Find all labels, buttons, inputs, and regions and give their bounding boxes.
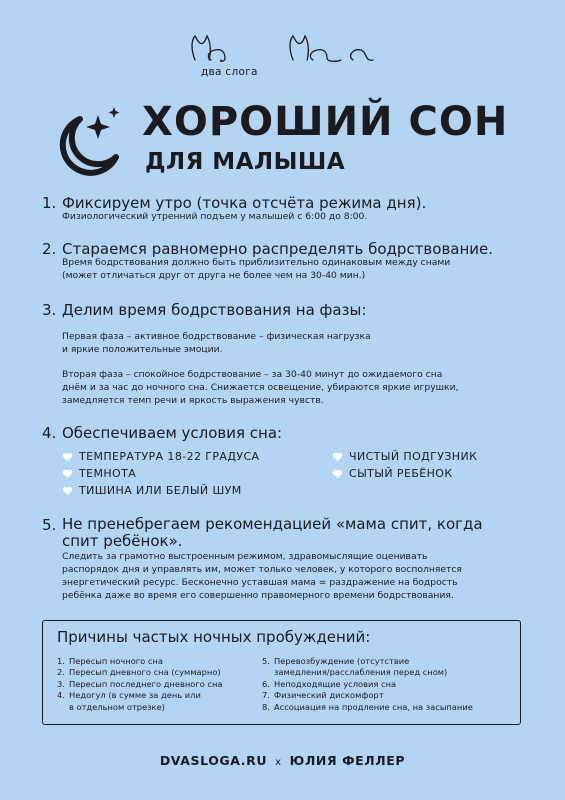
section-5-number: 5.	[42, 516, 57, 534]
box-list-left	[57, 656, 223, 713]
section-5-line: ребёнка даже во время его совершенно правомерного времени бодрствования.	[62, 590, 454, 601]
list-item: замедления/расслабления перед сном)	[274, 667, 448, 678]
heart-icon	[332, 469, 343, 479]
list-item: 6. Неподходящие условия сна	[262, 678, 397, 689]
list-item: 8. Ассоциация на продление сна, на засыпание	[262, 701, 473, 712]
footer-separator: x	[275, 757, 282, 768]
section-3-line: днём и за час до ночного сна. Снижается освещение, убираются яркие игрушки,	[62, 382, 459, 393]
heart-icon	[332, 452, 343, 462]
section-1-line: Физиологический утренний подъем у малышей с 6:00 до 8:00.	[62, 211, 368, 222]
logo-caption: два слога	[201, 66, 258, 78]
section-4-heading: Обеспечиваем условия сна:	[62, 424, 283, 442]
section-5-heading-line: спит ребёнок».	[62, 532, 183, 550]
section-5-line: распорядок дня и управлять им, может только человек, у которого восполняется	[62, 564, 462, 575]
section-2-body	[62, 256, 517, 282]
heart-icon	[62, 469, 73, 479]
condition-label: СЫТЫЙ РЕБЁНОК	[349, 467, 453, 480]
box-title: Причины частых ночных пробуждений:	[57, 628, 371, 646]
condition-item	[332, 467, 453, 480]
section-1-number: 1.	[42, 194, 57, 212]
section-2-heading: Стараемся равномерно распределять бодрствование.	[62, 240, 494, 258]
page-title: ХОРОШИЙ СОН	[142, 99, 509, 145]
condition-item	[332, 450, 477, 463]
page-subtitle: ДЛЯ МАЛЫША	[145, 149, 346, 175]
box-list-right	[262, 656, 473, 713]
section-2-number: 2.	[42, 240, 57, 258]
section-5-line: энергетический ресурс. Бесконечно уставшая мама = раздражение на бодрость	[62, 577, 458, 588]
condition-item	[62, 484, 242, 497]
section-3-line: Вторая фаза – спокойное бодрствование – за 30-40 минут до ожидаемого сна	[62, 369, 443, 380]
section-3-line: и яркие положительные эмоции.	[62, 344, 223, 355]
list-item: 1. Пересып ночного сна	[57, 656, 163, 666]
list-item: 5. Перевозбуждение (отсутствие	[262, 656, 410, 666]
condition-item	[62, 467, 136, 480]
heart-icon	[62, 452, 73, 462]
list-item: 3. Пересып последнего дневного сна	[57, 678, 223, 689]
section-5-heading-line: Не пренебрегаем рекомендацией «мама спит, когда	[62, 515, 483, 533]
section-4-number: 4.	[42, 424, 57, 442]
list-item: 4. Недогул (в сумме за день или	[57, 690, 201, 701]
section-3-heading: Делим время бодрствования на фазы:	[62, 301, 367, 319]
condition-label: ТИШИНА ИЛИ БЕЛЫЙ ШУМ	[79, 484, 242, 497]
section-2-line: Время бодрствования должно быть приблизительно одинаковым между снами	[62, 257, 451, 268]
footer-site[interactable]: DVASLOGA.RU	[159, 753, 268, 768]
section-3-para-1	[62, 330, 517, 356]
section-3-para-2	[62, 368, 517, 407]
footer	[0, 753, 565, 768]
condition-label: ТЕМПЕРАТУРА 18-22 ГРАДУСА	[79, 450, 260, 463]
list-item: 2. Пересып дневного сна (суммарно)	[57, 667, 221, 678]
condition-label: ЧИСТЫЙ ПОДГУЗНИК	[349, 450, 478, 463]
list-item: 7. Физический дискомфорт	[262, 690, 384, 701]
section-3-line: Первая фаза – активное бодрствование – физическая нагрузка	[62, 331, 371, 342]
footer-author: ЮЛИЯ ФЕЛЛЕР	[289, 753, 406, 768]
moon-stars-icon	[50, 97, 125, 177]
section-5-line: Следить за грамотно выстроенным режимом, здравомыслящие оценивать	[62, 551, 428, 562]
section-3-number: 3.	[42, 301, 57, 319]
list-item: в отдельном отрезке)	[69, 701, 165, 712]
section-2-line: (может отличаться друг от друга не более чем на 30-40 мин.)	[62, 270, 366, 281]
condition-label: ТЕМНОТА	[79, 467, 137, 480]
condition-item	[62, 450, 259, 463]
section-5-heading	[62, 516, 502, 550]
section-3-line: замедляется темп речи и яркость выражения чувств.	[62, 395, 324, 406]
heart-icon	[62, 486, 73, 496]
section-1-body	[62, 210, 517, 223]
section-5-body	[62, 550, 517, 602]
section-1-heading: Фиксируем утро (точка отсчёта режима дня).	[62, 194, 427, 212]
